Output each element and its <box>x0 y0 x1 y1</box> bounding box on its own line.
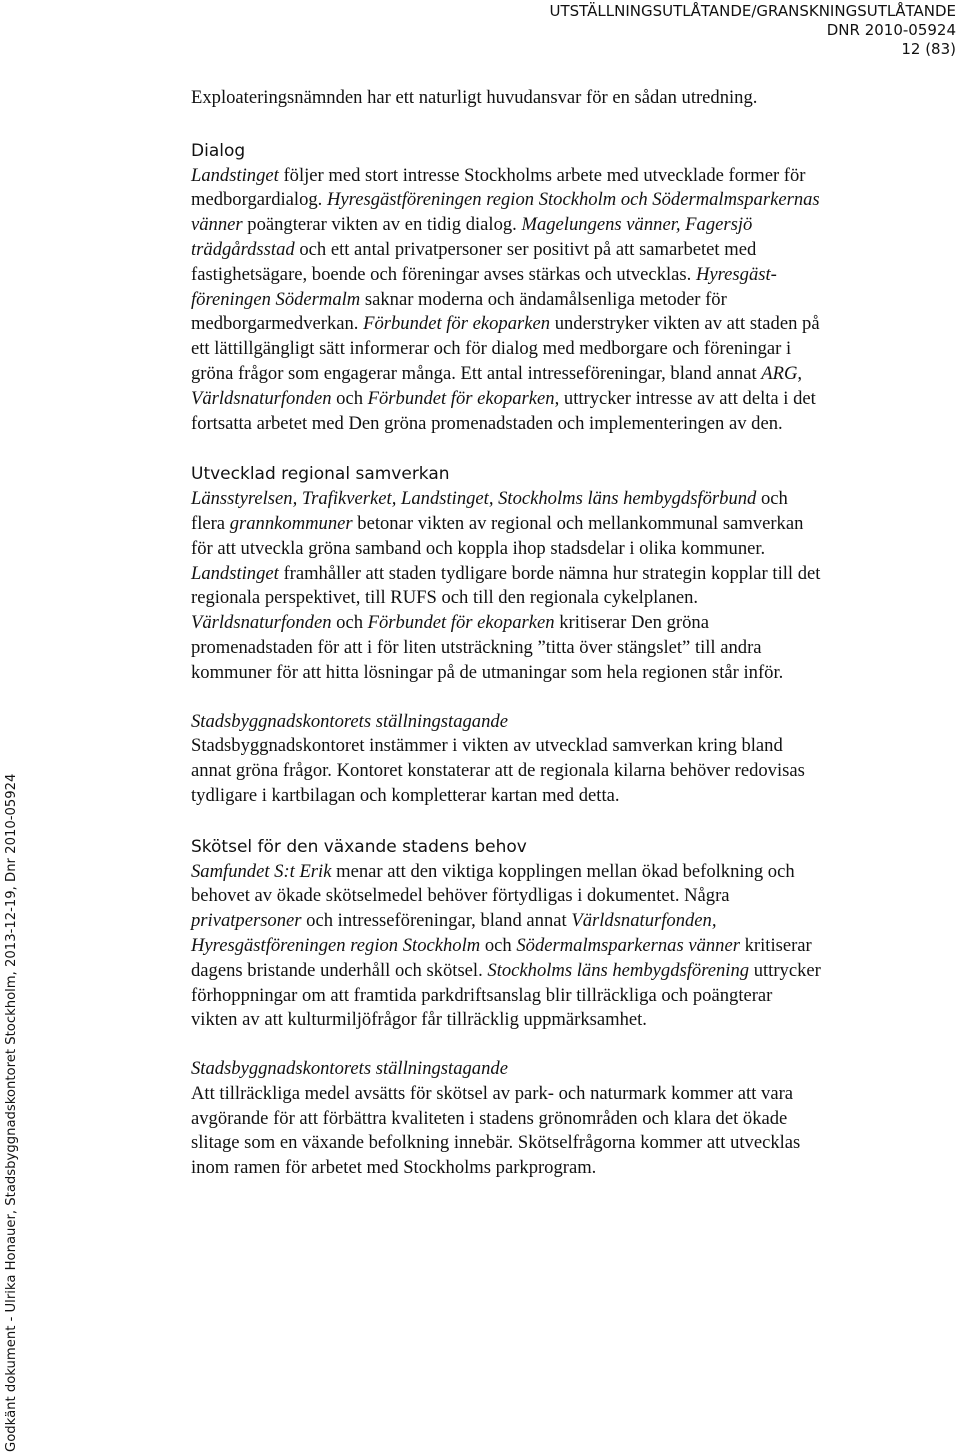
section-maintenance <box>191 835 821 1181</box>
stance-heading: Stadsbyggnadskontorets ställningstagande <box>191 710 508 732</box>
approval-stamp: Godkänt dokument - Ulrika Honauer, Stadsbyggnadskontoret Stockholm, 2013-12-19, Dnr 2010-05924 <box>4 773 19 1452</box>
section-heading: Utvecklad regional samverkan <box>191 464 450 485</box>
section-dialog <box>191 139 821 437</box>
stance-heading: Stadsbyggnadskontorets ställningstagande <box>191 1058 508 1080</box>
paragraph: Samfundet S:t Erik menar att den viktiga kopplingen mellan ökad befolkning och behovet av ökade skötselmedel behöver förtydligas i dokumentet. Några privatpersoner och intresseföreningar, bland annat Världsnaturfonden, Hyresgästföreningen region Stockholm och Södermalmsparkernas vänner kritiserar dagens bristande underhåll och skötsel. Stockholms läns hembygdsförening uttrycker förhoppningar om att framtida parkdriftsanslag blir tillräckliga och poängterar vikten av att kulturmiljöfrågor får tillräcklig uppmärksamhet. <box>191 860 821 1031</box>
intro-paragraph: Exploateringsnämnden har ett naturligt huvudansvar för en sådan utredning. <box>191 87 758 108</box>
paragraph: Länsstyrelsen, Trafikverket, Landstinget, Stockholms läns hembygdsförbund och flera grannkommuner betonar vikten av regional och mellankommunal samverkan för att utveckla gröna samband och koppla ihop stadsdelar i olika kommuner. Landstinget framhåller att staden tydligare borde nämna hur strategin kopplar till det regionala perspektivet, till RUFS och till den regionala cykelplanen. Världsnaturfonden och Förbundet för ekoparken kritiserar Den gröna promenadstaden för att i för liten utsträckning ”titta över stängslet” till andra kommuner för att hitta lösningar på de utmaningar som hela regionen står inför. <box>191 488 821 683</box>
section-heading: Skötsel för den växande stadens behov <box>191 836 527 857</box>
document-number: DNR 2010-05924 <box>826 21 956 39</box>
paragraph: Landstinget följer med stort intresse Stockholms arbete med utvecklade former för medborgardialog. Hyresgästföreningen region Stockholm och Södermalmsparkernas vänner poängterar vikten av en tidig dialog. Magelungens vänner, Fagersjö trädgårdsstad och ett antal privatpersoner ser positivt på att samarbetet med fastighetsägare, boende och föreningar avses stärkas och utvecklas. Hyresgäst-föreningen Södermalm saknar moderna och ändamålsenliga metoder för medborgarmedverkan. Förbundet för ekoparken understryker vikten av att staden på ett lättillgängligt sätt informerar och för dialog med medborgare och föreningar i gröna frågor som engagerar många. Ett antal intresseföreningar, bland annat ARG, Världsnaturfonden och Förbundet för ekoparken, uttrycker intresse av att delta i det fortsatta arbetet med Den gröna promenadstaden och implementeringen av den. <box>191 164 820 434</box>
document-body <box>191 86 821 1181</box>
section-regional-cooperation <box>191 462 821 808</box>
section-heading: Dialog <box>191 140 246 161</box>
stance-paragraph: Att tillräckliga medel avsätts för skötsel av park- och naturmark kommer att vara avgörande för att förbättra kvaliteten i stadens grönområden och klara det ökade slitage som en växande befolkning innebär. Skötselfrågorna kommer att utvecklas inom ramen för arbetet med Stockholms parkprogram. <box>191 1082 801 1179</box>
page-header <box>549 2 956 59</box>
document-type: UTSTÄLLNINGSUTLÅTANDE/GRANSKNINGSUTLÅTANDE <box>549 2 956 20</box>
page-number: 12 (83) <box>901 40 956 58</box>
stance-paragraph: Stadsbyggnadskontoret instämmer i vikten av utvecklad samverkan kring bland annat gröna frågor. Kontoret konstaterar att de regionala kilarna behöver redovisas tydligare i kartbilagan och kompletterar kartan med detta. <box>191 735 805 806</box>
